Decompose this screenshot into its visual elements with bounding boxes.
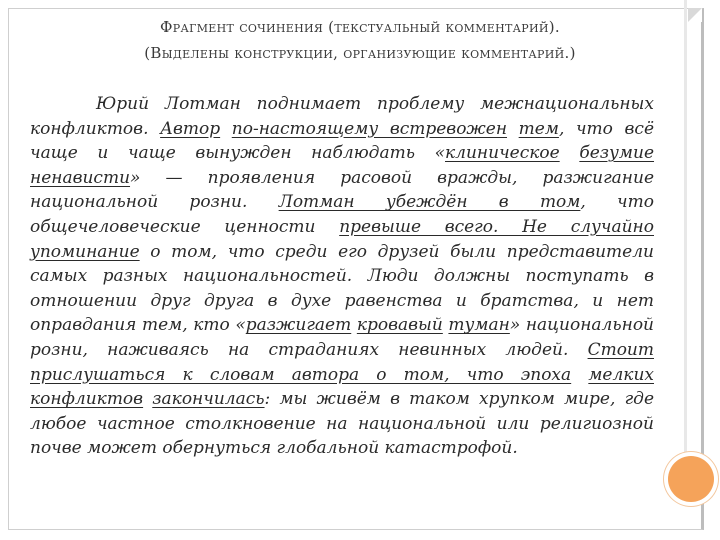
essay-fragment-text [30, 92, 654, 461]
highlighted-construction: конфликтов [30, 389, 144, 410]
text-segment: о том, что среди его друзей были представители самых разных национальностей. Люди должны поступать в отношении друг друга в духе равенства и братства, и нет оправдания тем, кто « [30, 241, 654, 336]
highlighted-construction: Автор [160, 118, 221, 139]
highlighted-construction: Стоит прислушаться к словам автора о том, что эпоха [30, 339, 654, 385]
title-line-2: (Выделены конструкции, организующие комментарий.) [144, 44, 576, 62]
highlighted-construction: кровавый [356, 315, 443, 336]
highlighted-construction: туман [448, 315, 510, 336]
text-segment: » национальной розни, наживаясь на страданиях невинных людей. [30, 315, 655, 360]
highlighted-construction: Лотман убеждён в том [278, 192, 581, 213]
highlighted-construction: безумие [579, 143, 655, 164]
text-segment: » — проявления расовой вражды, разжигание национальной розни. [30, 167, 654, 213]
highlighted-construction: по-настоящему встревожен [231, 118, 508, 139]
text-segment: Юрий Лотман поднимает проблему межнациональных конфликтов. [30, 94, 654, 139]
slide-title [0, 14, 720, 66]
highlighted-construction: клиническое [445, 143, 560, 164]
highlighted-construction: превыше всего. Не случайно упоминание [30, 216, 654, 262]
text-segment [143, 389, 152, 409]
text-segment: , что всё чаще и чаще вынужден наблюдать « [30, 118, 655, 164]
highlighted-construction: ненависти [30, 167, 131, 188]
text-segment [507, 119, 519, 139]
text-segment [560, 143, 580, 163]
orange-circle-decoration [668, 456, 714, 502]
highlighted-construction: закончилась [152, 389, 265, 410]
text-segment: , что общечеловеческие ценности [30, 192, 654, 237]
text-segment [220, 119, 232, 139]
text-segment: : мы живём в таком хрупком мире, где любое частное столкновение на национальной или религиозной почве может обернуться глобальной катастрофой. [30, 389, 654, 459]
text-segment [571, 365, 588, 385]
highlighted-construction: тем [518, 118, 559, 139]
highlighted-construction: мелких [588, 364, 654, 385]
slide-edge-decoration [684, 0, 687, 460]
highlighted-construction: разжигает [245, 315, 352, 336]
title-line-1: Фрагмент сочинения (текстуальный комментарий). [160, 18, 560, 36]
